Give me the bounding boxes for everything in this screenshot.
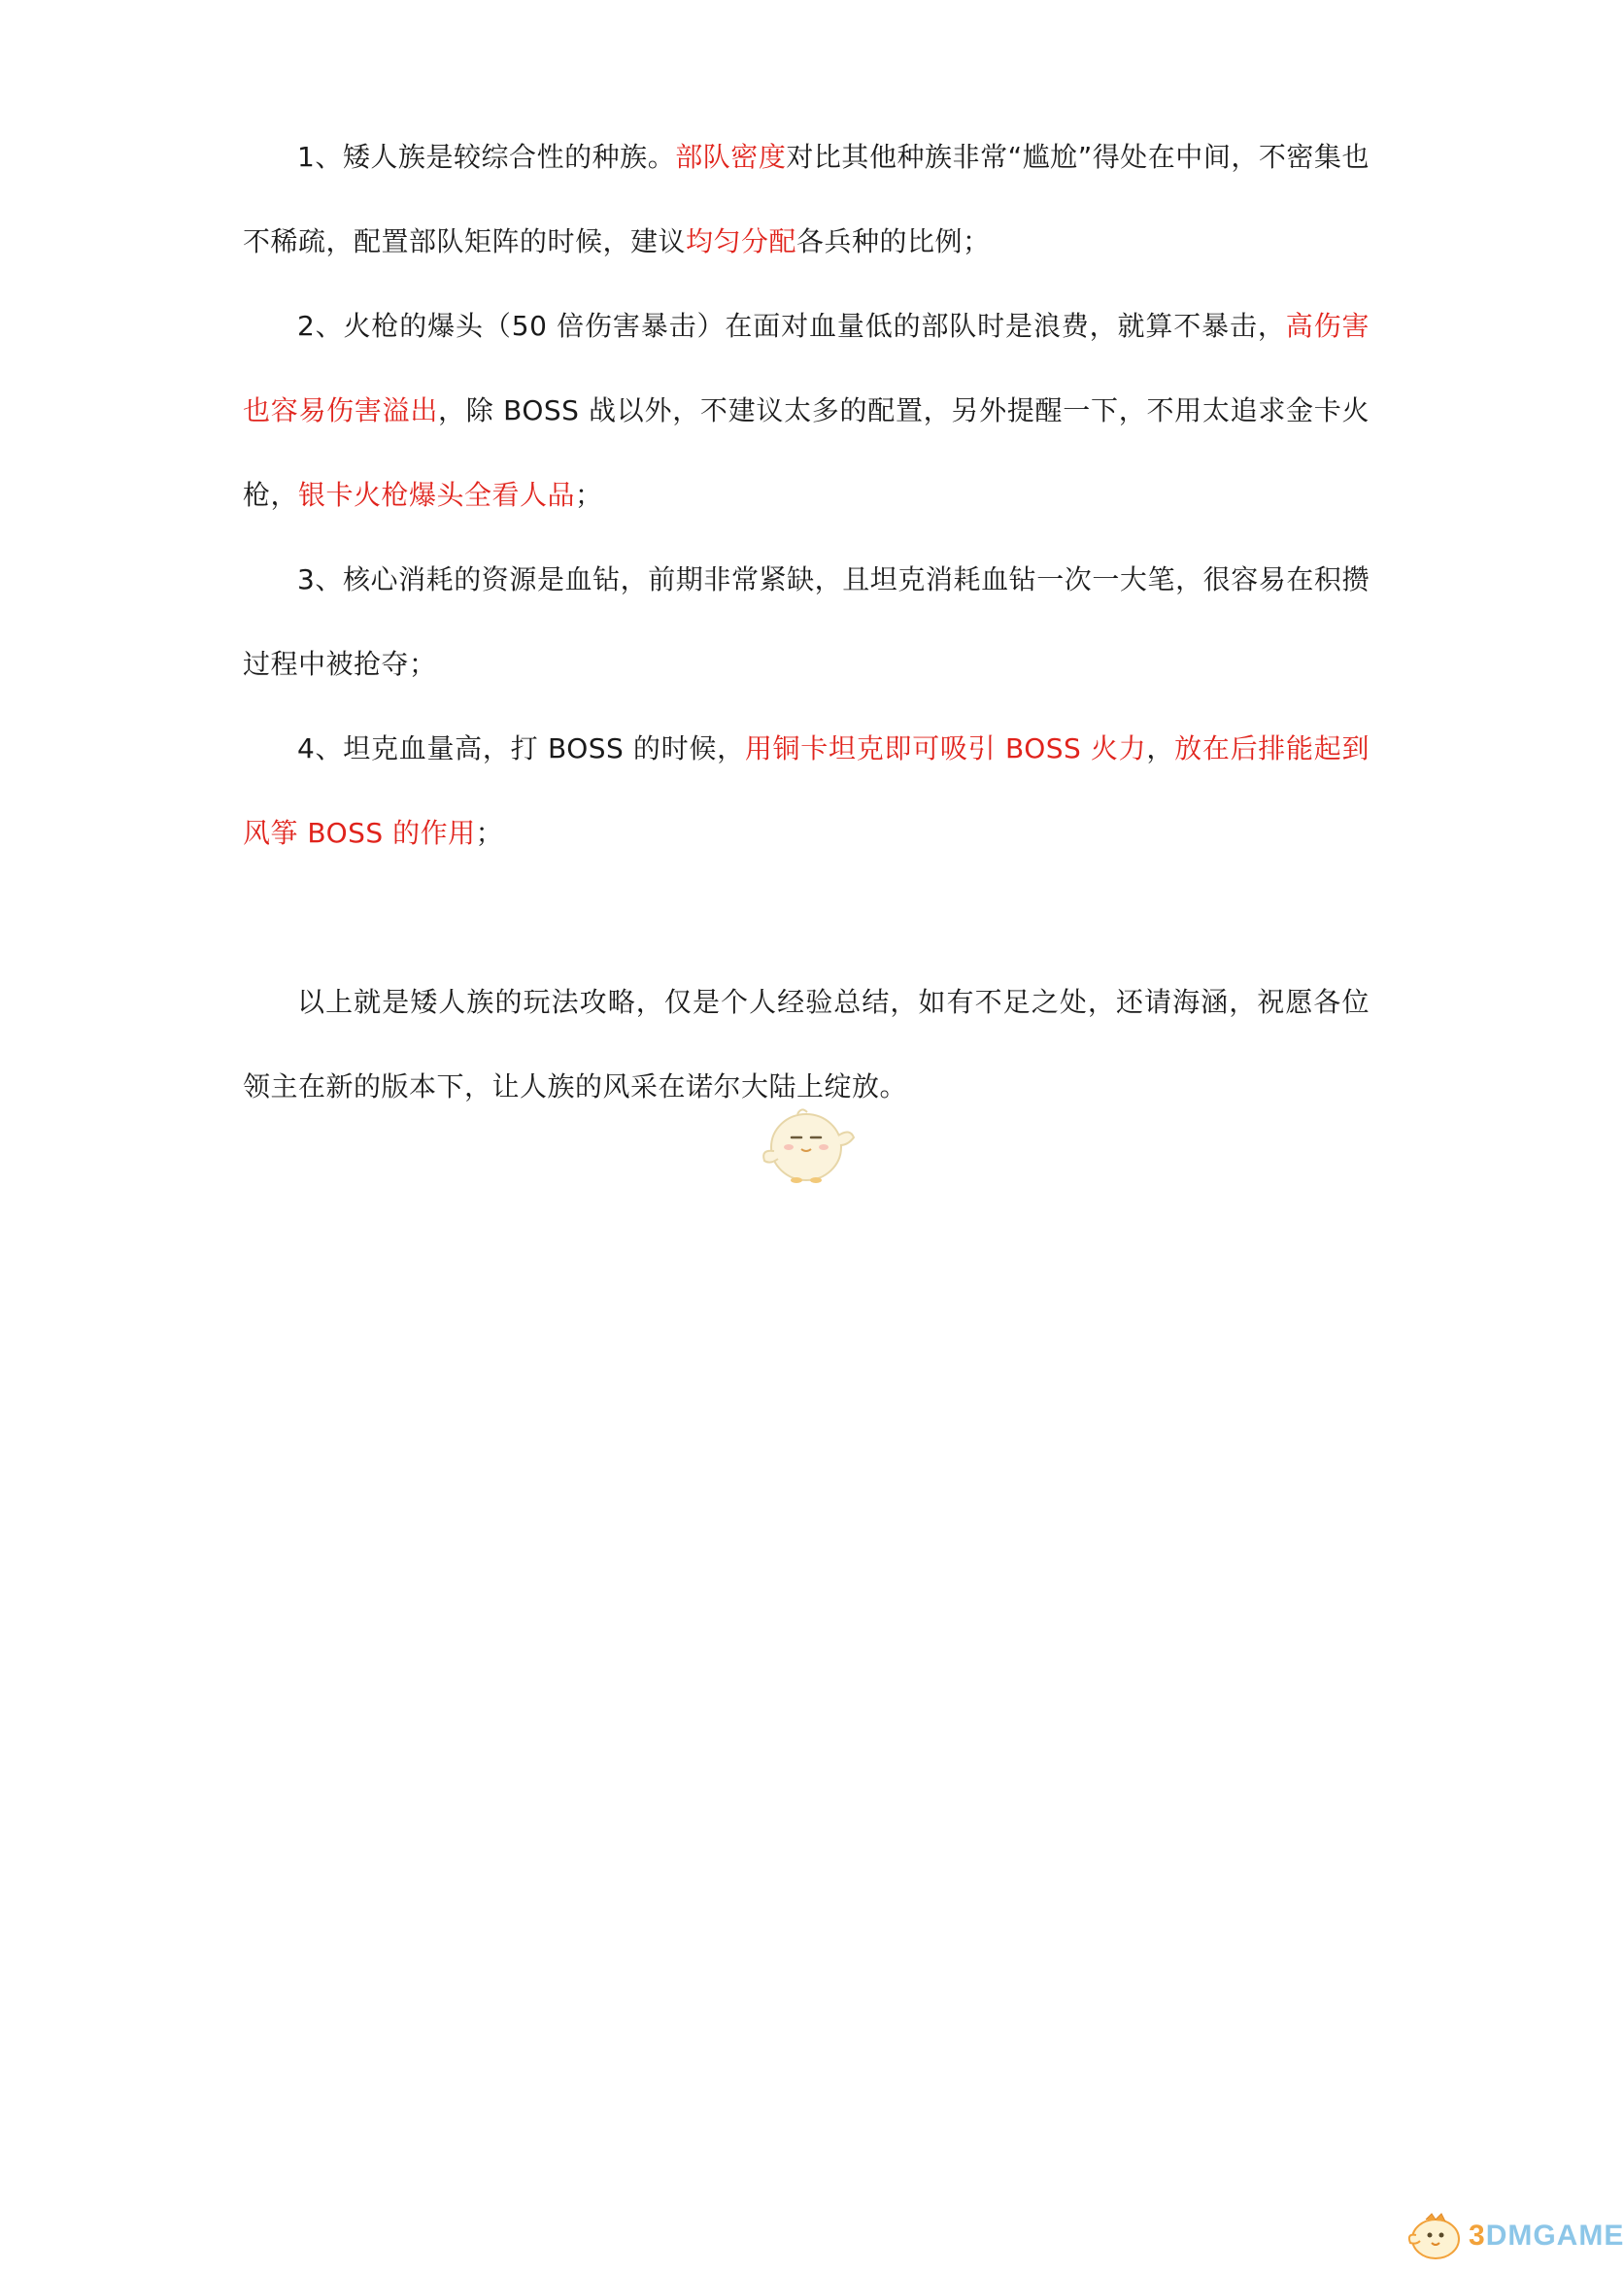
watermark-suffix: DMGAME xyxy=(1485,2220,1624,2252)
3dmgame-logo-icon xyxy=(1403,2206,1465,2264)
text-segment: ； xyxy=(475,817,504,849)
highlight-segment: 放在后排能起到风筝 BOSS 的作用 xyxy=(243,732,1370,849)
text-segment: ； xyxy=(575,479,603,511)
watermark-prefix: 3 xyxy=(1469,2220,1486,2252)
text-segment: 各兵种的比例； xyxy=(796,225,991,257)
paragraph-4 xyxy=(243,706,1370,875)
text-segment: 3、核心消耗的资源是血钻，前期非常紧缺，且坦克消耗血钻一次一大笔，很容易在积攒过程中被抢夺； xyxy=(243,563,1370,680)
highlight-segment: 部队密度 xyxy=(675,141,787,173)
watermark-text xyxy=(1469,2220,1624,2253)
highlight-segment: 银卡火枪爆头全看人品 xyxy=(298,479,576,511)
text-segment: 2、火枪的爆头（50 倍伤害暴击）在面对血量低的部队时是浪费，就算不暴击， xyxy=(297,310,1286,342)
conclusion-paragraph: 以上就是矮人族的玩法攻略，仅是个人经验总结，如有不足之处，还请海涵，祝愿各位领主在新的版本下，让人族的风采在诺尔大陆上绽放。 xyxy=(243,986,1370,1102)
text-segment: 1、矮人族是较综合性的种族。 xyxy=(297,141,676,173)
highlight-segment: 用铜卡坦克即可吸引 BOSS 火力 xyxy=(744,732,1147,764)
chick-mascot-icon xyxy=(753,1093,860,1190)
text-segment: 4、坦克血量高，打 BOSS 的时候， xyxy=(297,732,745,764)
article-body xyxy=(243,115,1370,1129)
paragraph-2 xyxy=(243,284,1370,537)
text-segment: ，除 BOSS 战以外，不建议太多的配置，另外提醒一下，不用太追求金卡火枪， xyxy=(243,394,1370,511)
paragraph-spacer xyxy=(243,875,1370,960)
paragraph-3 xyxy=(243,537,1370,706)
watermark xyxy=(1403,2206,1624,2264)
text-segment: 对比其他种族非常“尴尬”得处在中间，不密集也不稀疏，配置部队矩阵的时候，建议 xyxy=(243,141,1370,257)
paragraph-1 xyxy=(243,115,1370,284)
text-segment: ， xyxy=(1146,732,1175,764)
highlight-segment: 均匀分配 xyxy=(686,225,797,257)
highlight-segment: 高伤害也容易伤害溢出 xyxy=(243,310,1370,426)
